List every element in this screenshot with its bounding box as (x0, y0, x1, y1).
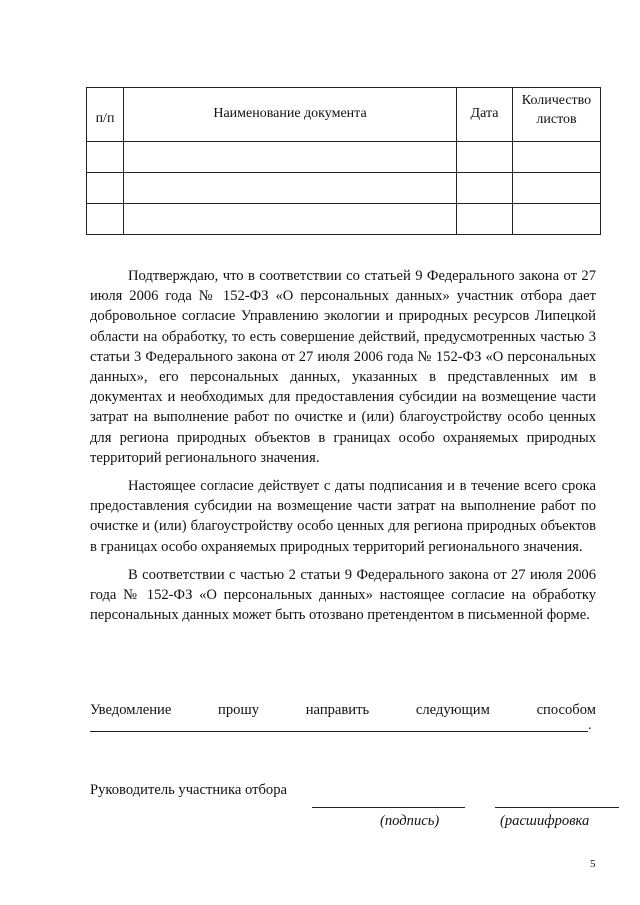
table-cell (87, 173, 124, 204)
table-cell (513, 142, 601, 173)
table-cell (513, 173, 601, 204)
page-number: 5 (590, 858, 596, 870)
table-cell (457, 142, 513, 173)
notify-word: Уведомление (90, 702, 172, 718)
table-header-row (87, 88, 601, 142)
notify-word: направить (305, 702, 370, 718)
notify-word: прошу (218, 702, 259, 718)
notify-word: следующим (415, 702, 490, 718)
consent-text (90, 266, 596, 633)
table-cell (124, 173, 457, 204)
table-cell (87, 204, 124, 235)
table-cell (124, 204, 457, 235)
decoding-caption: (расшифровка (500, 813, 590, 829)
notification-method-field[interactable] (90, 718, 588, 732)
documents-table (86, 87, 601, 235)
table-row (87, 173, 601, 204)
notify-word: способом (536, 702, 596, 718)
consent-paragraph: Подтверждаю, что в соответствии со статьей 9 Федерального закона от 27 июля 2006 года № 152-ФЗ «О персональных данных» участник отбора дает добровольное согласие Управлению экологии и природных ресурсов Липецкой области на обработку, то есть совершение действий, предусмотренных частью 3 статьи 3 Федерального закона от 27 июля 2006 года № 152-ФЗ «О персональных данных», его персональных данных, указанных в представленных им в документах и необходимых для предоставления субсидии на возмещение части затрат на выполнение работ по очистке и (или) благоустройству особо ценных для региона природных объектов в границах особо охраняемых природных территорий регионального значения. (90, 268, 596, 466)
table-cell (457, 173, 513, 204)
header-document-name: Наименование документа (124, 88, 457, 142)
consent-paragraph: Настоящее согласие действует с даты подписания и в течение всего срока предоставления субсидии на возмещение части затрат на выполнение работ по очистке и (или) благоустройству особо ценных для региона природных объектов в границах особо охраняемых природных территорий регионального значения. (90, 478, 596, 555)
signer-label: Руководитель участника отбора (90, 782, 287, 798)
header-number: п/п (87, 88, 124, 142)
table-cell (457, 204, 513, 235)
notification-request-line (90, 700, 596, 720)
header-date: Дата (457, 88, 513, 142)
consent-paragraph: В соответствии с частью 2 статьи 9 Федерального закона от 27 июля 2006 года № 152-ФЗ «О персональных данных» настоящее согласие на обработку персональных данных может быть отозвано претендентом в письменной форме. (90, 566, 596, 624)
table-cell (513, 204, 601, 235)
notification-line-end: . (588, 718, 592, 733)
signature-decoding-line[interactable] (495, 807, 619, 808)
table-row (87, 204, 601, 235)
header-sheet-count-line2: листов (536, 111, 577, 127)
table-cell (124, 142, 457, 173)
header-sheet-count-line1: Количество (521, 93, 592, 108)
table-cell (87, 142, 124, 173)
signature-line[interactable] (312, 807, 465, 808)
header-sheet-count (513, 88, 601, 142)
table-row (87, 142, 601, 173)
signature-caption: (подпись) (380, 813, 440, 829)
